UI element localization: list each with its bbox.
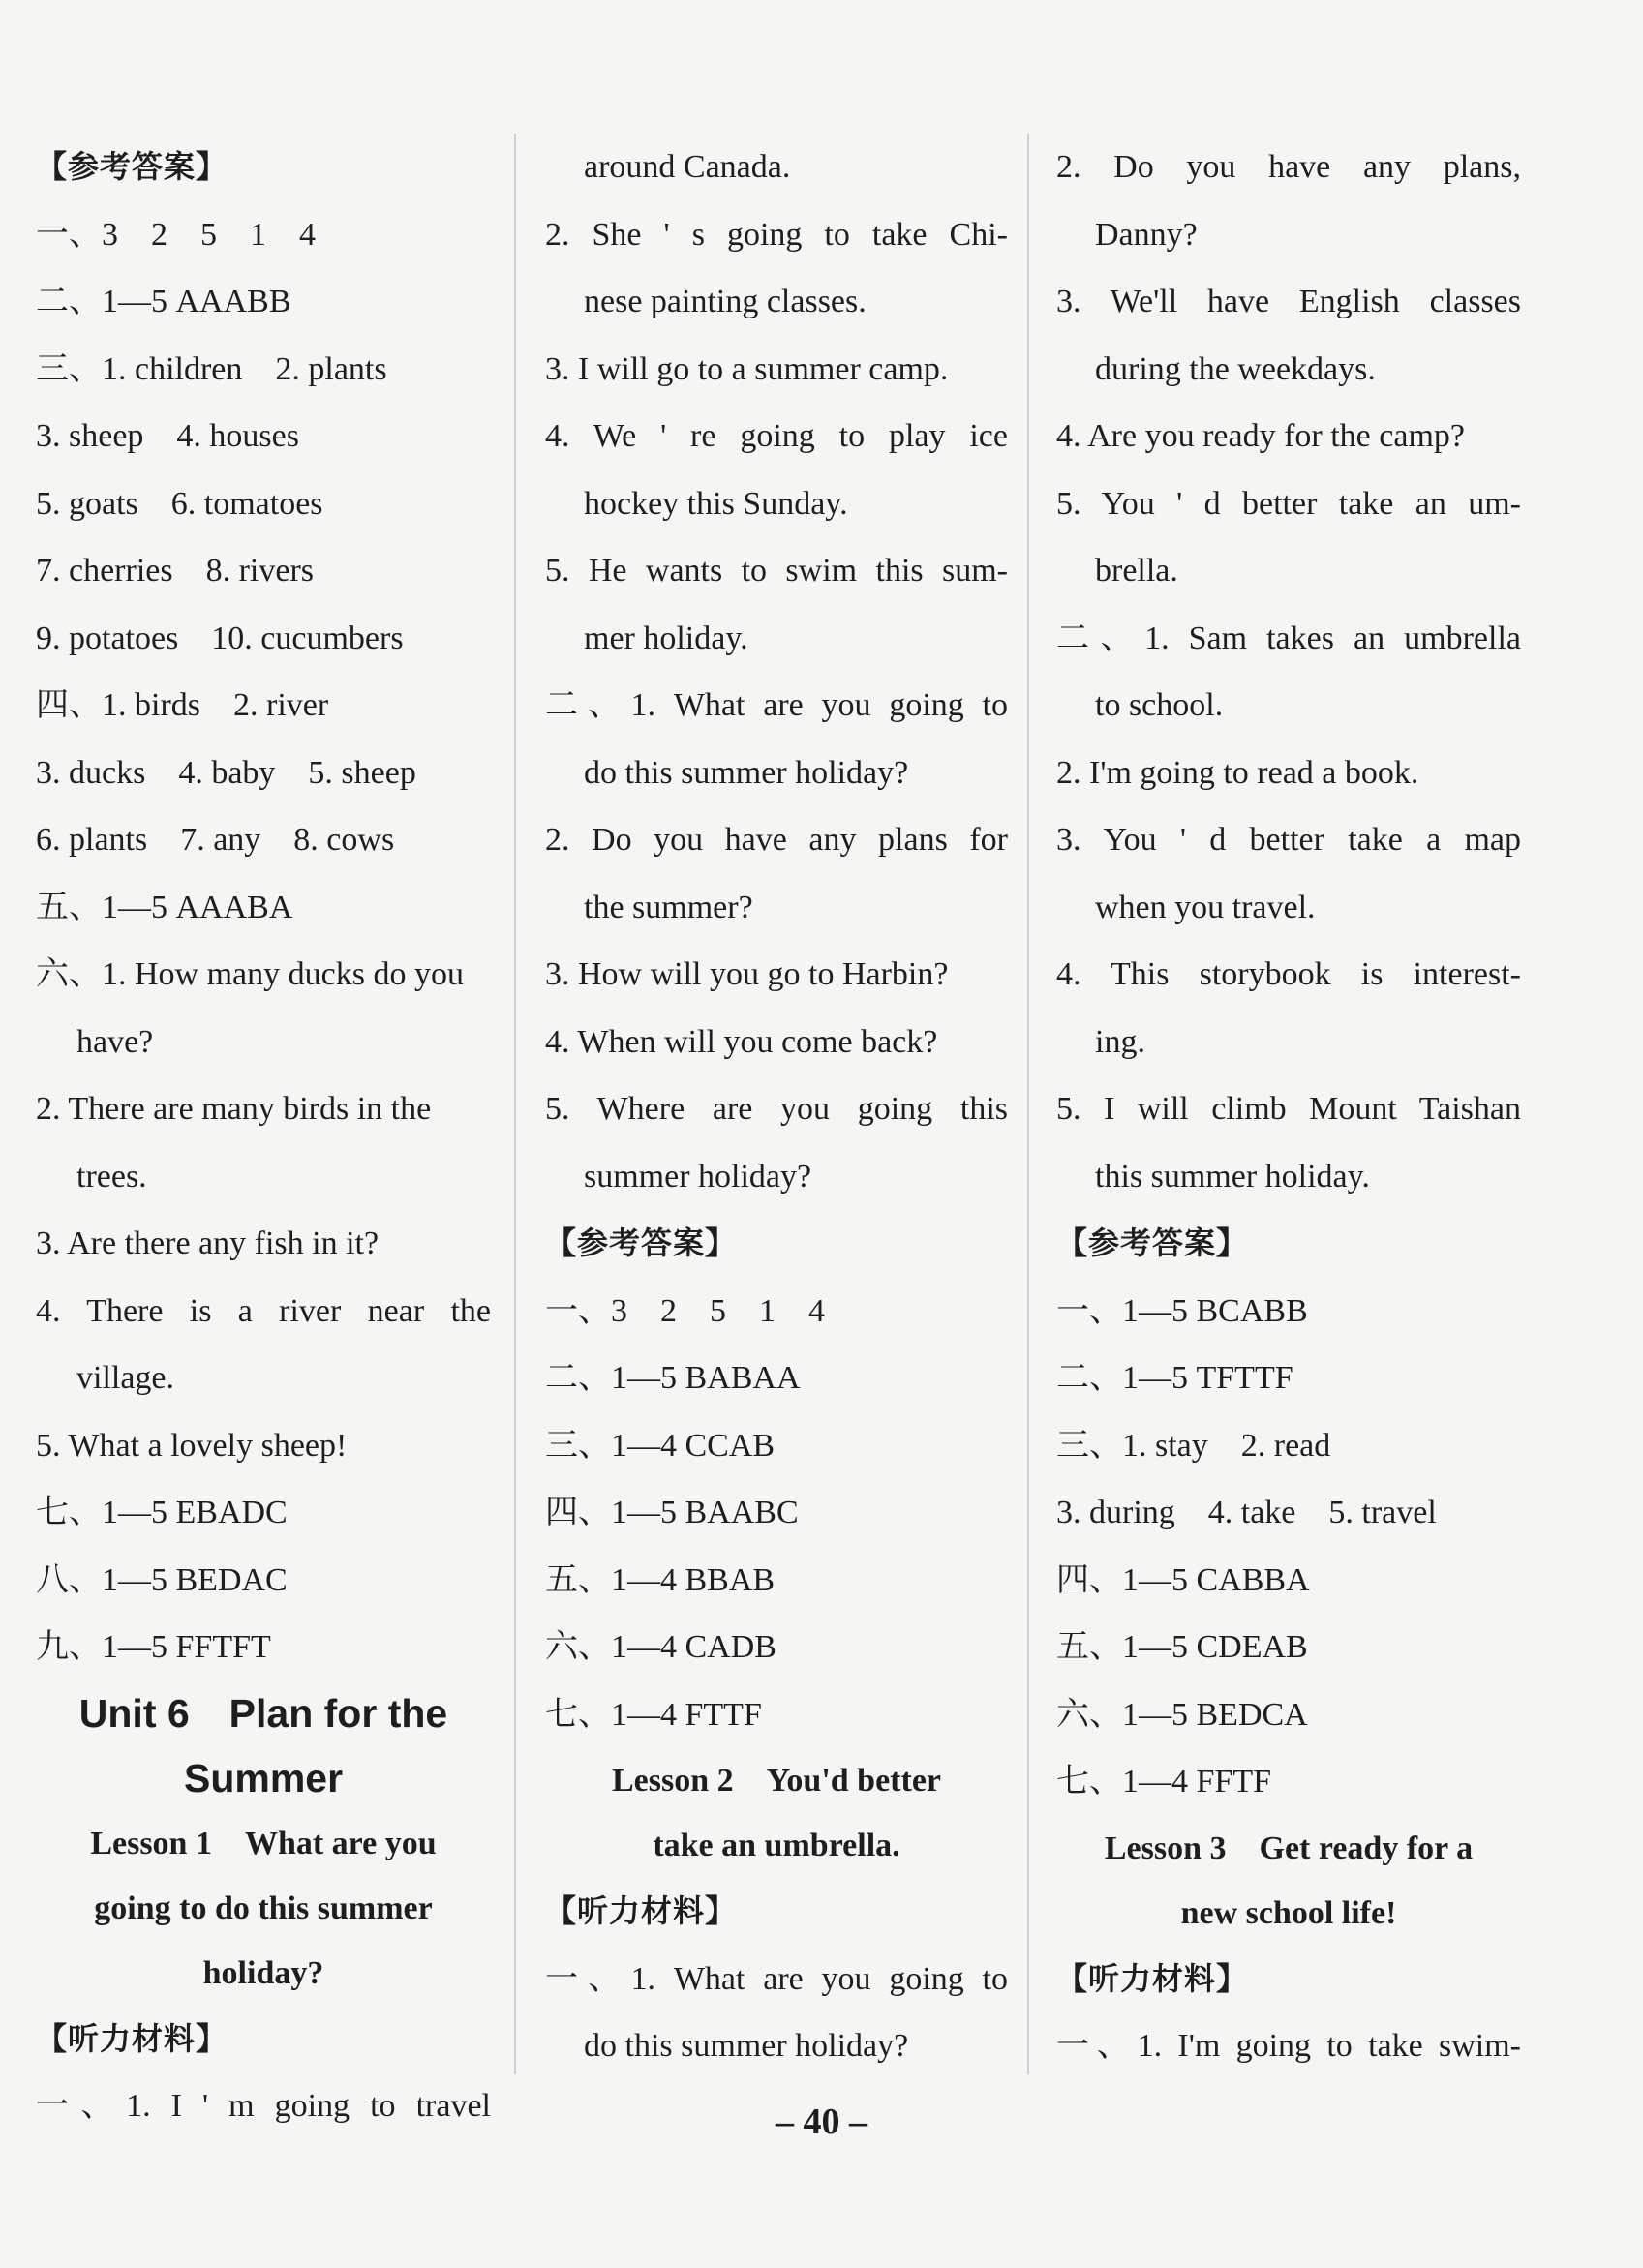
answer-line: 五、1—5 AAABA bbox=[36, 889, 293, 925]
answer-line: 六、1—4 CADB bbox=[545, 1629, 776, 1665]
answer-line: 一、3 2 5 1 4 bbox=[36, 216, 316, 253]
answer-line: 三、1. children 2. plants bbox=[36, 350, 387, 387]
answer-line: hockey this Sunday. bbox=[584, 485, 848, 522]
answer-line: ing. bbox=[1095, 1023, 1145, 1060]
answer-line: 四、1—5 CABBA bbox=[1056, 1561, 1310, 1598]
answer-line: 七、1—5 EBADC bbox=[36, 1495, 288, 1530]
section-header: 【听力材料】 bbox=[545, 1892, 738, 1929]
answer-line: this summer holiday. bbox=[1095, 1158, 1370, 1194]
answer-line: 4. There is a river near the bbox=[36, 1292, 491, 1329]
section-header: 【听力材料】 bbox=[36, 2019, 228, 2057]
answer-line: to school. bbox=[1095, 687, 1224, 723]
answer-line: Danny? bbox=[1095, 216, 1198, 253]
answer-line: 一、1. I ' m going to travel bbox=[36, 2088, 491, 2124]
unit-title: Summer bbox=[183, 1755, 344, 1800]
answer-line: 二、1. Sam takes an umbrella bbox=[1056, 620, 1521, 656]
section-header: 【参考答案】 bbox=[1056, 1225, 1249, 1261]
answer-line: 三、1—4 CCAB bbox=[545, 1427, 776, 1464]
lesson-title: holiday? bbox=[202, 1954, 324, 1991]
section-header: 【参考答案】 bbox=[36, 148, 228, 185]
answer-line: 4. Are you ready for the camp? bbox=[1056, 418, 1465, 454]
answer-line: 一、3 2 5 1 4 bbox=[545, 1292, 825, 1329]
lesson-title: going to do this summer bbox=[94, 1890, 433, 1926]
section-header: 【听力材料】 bbox=[1056, 1959, 1249, 1997]
answer-line: 7. cherries 8. rivers bbox=[36, 553, 315, 589]
answer-line: 2. Do you have any plans for bbox=[545, 822, 1008, 858]
answer-line: 五、1—4 BBAB bbox=[545, 1561, 776, 1598]
unit-title: Unit 6 Plan for the bbox=[78, 1690, 448, 1736]
answer-line: do this summer holiday? bbox=[584, 754, 909, 791]
answer-line: 5. You ' d better take an um- bbox=[1056, 485, 1521, 522]
answer-line: 五、1—5 CDEAB bbox=[1056, 1629, 1308, 1665]
answer-line: 2. She ' s going to take Chi- bbox=[545, 216, 1008, 253]
answer-line: 八、1—5 BEDAC bbox=[36, 1561, 288, 1598]
answer-line: 二、1. What are you going to bbox=[545, 687, 1008, 723]
answer-line: village. bbox=[76, 1360, 175, 1396]
lesson-title: Lesson 3 Get ready for a bbox=[1104, 1830, 1474, 1866]
answer-line: 九、1—5 FFTFT bbox=[36, 1629, 271, 1665]
answer-line: 5. goats 6. tomatoes bbox=[36, 485, 323, 522]
answer-line: 4. When will you come back? bbox=[545, 1023, 938, 1060]
answer-line: 六、1. How many ducks do you bbox=[36, 956, 464, 992]
column-divider bbox=[514, 134, 516, 2074]
page-number: – 40 – bbox=[776, 2102, 867, 2142]
answer-line: 6. plants 7. any 8. cows bbox=[36, 822, 395, 858]
answer-line: 5. He wants to swim this sum- bbox=[545, 553, 1008, 589]
answer-line: 一、1. What are you going to bbox=[545, 1960, 1008, 1997]
answer-line: mer holiday. bbox=[584, 620, 748, 656]
answer-line: 六、1—5 BEDCA bbox=[1056, 1696, 1308, 1733]
answer-line: 3. How will you go to Harbin? bbox=[545, 956, 949, 992]
answer-line: 5. I will climb Mount Taishan bbox=[1056, 1091, 1521, 1127]
answer-line: 3. I will go to a summer camp. bbox=[545, 350, 949, 387]
answer-line: 七、1—4 FFTF bbox=[1056, 1764, 1271, 1799]
column-divider bbox=[1027, 134, 1029, 2074]
column-3 bbox=[1056, 134, 1521, 2080]
answer-line: 9. potatoes 10. cucumbers bbox=[36, 620, 404, 656]
answer-line: 七、1—4 FTTF bbox=[545, 1696, 762, 1733]
answer-line: 3. We'll have English classes bbox=[1056, 284, 1521, 319]
answer-line: trees. bbox=[76, 1158, 147, 1194]
answer-line: nese painting classes. bbox=[584, 284, 867, 319]
answer-line: 四、1. birds 2. river bbox=[36, 687, 329, 723]
lesson-title: Lesson 1 What are you bbox=[90, 1825, 437, 1861]
lesson-title: Lesson 2 You'd better bbox=[611, 1763, 942, 1799]
answer-line: around Canada. bbox=[584, 149, 791, 185]
answer-line: 二、1—5 TFTTF bbox=[1056, 1360, 1293, 1396]
answer-line: 一、1—5 BCABB bbox=[1056, 1292, 1308, 1329]
answer-line: 三、1. stay 2. read bbox=[1056, 1427, 1331, 1464]
answer-line: 2. I'm going to read a book. bbox=[1056, 754, 1419, 791]
answer-line: 一、1. I'm going to take swim- bbox=[1056, 2028, 1521, 2064]
column-2 bbox=[545, 134, 1008, 2080]
answer-line: summer holiday? bbox=[584, 1158, 812, 1194]
answer-line: 5. Where are you going this bbox=[545, 1091, 1008, 1127]
lesson-title: take an umbrella. bbox=[653, 1828, 900, 1863]
answer-line: 2. Do you have any plans, bbox=[1056, 149, 1521, 185]
answer-line: 3. Are there any fish in it? bbox=[36, 1225, 380, 1261]
answer-line: 3. You ' d better take a map bbox=[1056, 822, 1521, 858]
answer-line: 二、1—5 BABAA bbox=[545, 1360, 801, 1396]
answer-line: do this summer holiday? bbox=[584, 2028, 909, 2064]
answer-line: have? bbox=[76, 1023, 154, 1060]
answer-line: 2. There are many birds in the bbox=[36, 1091, 432, 1127]
answer-line: 5. What a lovely sheep! bbox=[36, 1427, 348, 1464]
column-1 bbox=[36, 134, 491, 2140]
answer-line: brella. bbox=[1095, 553, 1178, 589]
answer-line: 二、1—5 AAABB bbox=[36, 284, 291, 319]
section-header: 【参考答案】 bbox=[545, 1225, 738, 1261]
answer-line: 四、1—5 BAABC bbox=[545, 1495, 799, 1530]
answer-line: 4. This storybook is interest- bbox=[1056, 956, 1521, 992]
answer-line: 3. ducks 4. baby 5. sheep bbox=[36, 754, 416, 791]
lesson-title: new school life! bbox=[1180, 1894, 1397, 1931]
answer-line: 3. sheep 4. houses bbox=[36, 418, 299, 454]
answer-line: 3. during 4. take 5. travel bbox=[1056, 1495, 1437, 1530]
answer-line: when you travel. bbox=[1095, 889, 1316, 925]
answer-line: the summer? bbox=[584, 889, 753, 925]
answer-line: 4. We ' re going to play ice bbox=[545, 418, 1008, 454]
answer-line: during the weekdays. bbox=[1095, 350, 1376, 387]
